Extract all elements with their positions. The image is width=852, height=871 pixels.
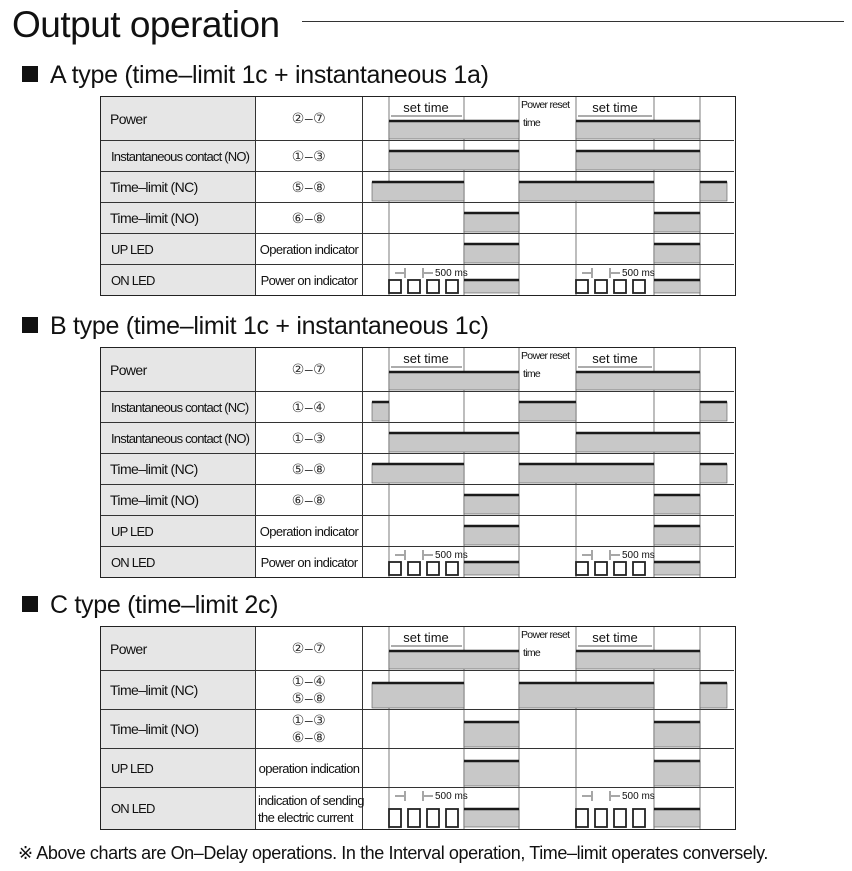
row-terminal: Operation indicator [256, 234, 363, 264]
pulse-fill [372, 683, 464, 708]
pulse-fill [654, 495, 700, 514]
pulse-fill [700, 683, 727, 708]
blink-pulse [633, 562, 645, 575]
row-name: Time–limit (NO) [101, 203, 256, 233]
blink-pulse [576, 562, 588, 575]
power-reset-label: Power reset [521, 629, 570, 641]
row-name: Time–limit (NO) [101, 485, 256, 515]
row-terminal-line: ①–④ [291, 673, 327, 689]
row-name: Time–limit (NC) [101, 172, 256, 202]
row-terminal: Power on indicator [256, 547, 363, 577]
blink-pulse [614, 280, 626, 293]
row-terminal [256, 788, 363, 829]
section-a-heading-text: A type (time–limit 1c + instantaneous 1a) [50, 61, 489, 89]
row-terminal: ⑤–⑧ [256, 454, 363, 484]
section-c-timing-table [100, 626, 736, 830]
row-terminal [256, 710, 363, 748]
row-terminal-line: indication of sending [258, 792, 364, 808]
pulse-fill [700, 464, 727, 483]
section-c-waveforms [364, 627, 734, 829]
pulse-fill [389, 433, 519, 452]
row-terminal: ②–⑦ [256, 348, 363, 391]
section-a-timing-table [100, 96, 736, 296]
pulse-fill [654, 526, 700, 545]
pulse-fill [576, 121, 700, 139]
row-name: Instantaneous contact (NC) [101, 392, 256, 422]
pulse-fill [464, 213, 519, 232]
pulse-fill [654, 280, 700, 293]
row-terminal: operation indication [256, 749, 363, 787]
blink-period-label: 500 ms [435, 268, 468, 279]
blink-pulse [408, 280, 420, 293]
row-terminal [256, 671, 363, 709]
blink-pulse [595, 809, 607, 827]
pulse-fill [464, 761, 519, 786]
blink-pulse [389, 280, 401, 293]
row-terminal: ①–③ [256, 141, 363, 171]
pulse-fill [464, 562, 519, 575]
square-bullet-icon [22, 317, 38, 333]
row-name: Power [101, 348, 256, 391]
blink-period-label: 500 ms [622, 791, 655, 802]
blink-pulse [427, 562, 439, 575]
section-c-heading [22, 590, 278, 620]
pulse-fill [372, 464, 464, 483]
pulse-fill [389, 372, 519, 390]
pulse-fill [654, 761, 700, 786]
blink-pulse [446, 809, 458, 827]
pulse-fill [654, 722, 700, 747]
row-terminal: ②–⑦ [256, 627, 363, 670]
pulse-fill [464, 526, 519, 545]
blink-pulse [446, 562, 458, 575]
set-time-label: set time [403, 630, 449, 645]
set-time-label: set time [403, 100, 449, 115]
power-reset-label: time [523, 368, 541, 380]
blink-pulse [595, 280, 607, 293]
row-terminal-line: ⑥–⑧ [291, 729, 327, 745]
power-reset-label: time [523, 117, 541, 129]
set-time-label: set time [403, 351, 449, 366]
pulse-fill [389, 651, 519, 669]
pulse-fill [519, 182, 654, 201]
blink-period-label: 500 ms [622, 268, 655, 279]
pulse-fill [519, 464, 654, 483]
row-name: Time–limit (NC) [101, 454, 256, 484]
row-terminal-line: ⑤–⑧ [291, 690, 327, 706]
row-name: Instantaneous contact (NO) [101, 423, 256, 453]
power-reset-label: Power reset [521, 99, 570, 111]
section-b-timing-table [100, 347, 736, 578]
pulse-fill [576, 372, 700, 390]
pulse-fill [700, 402, 727, 421]
section-a-waveforms [364, 97, 734, 295]
pulse-fill [464, 280, 519, 293]
section-b-waveforms [364, 348, 734, 577]
blink-pulse [576, 280, 588, 293]
pulse-fill [464, 244, 519, 263]
pulse-fill [464, 495, 519, 514]
row-name: UP LED [101, 516, 256, 546]
blink-pulse [427, 280, 439, 293]
blink-pulse [427, 809, 439, 827]
pulse-fill [389, 121, 519, 139]
pulse-fill [389, 151, 519, 170]
row-terminal: Power on indicator [256, 265, 363, 295]
square-bullet-icon [22, 596, 38, 612]
power-reset-label: time [523, 647, 541, 659]
blink-period-label: 500 ms [622, 550, 655, 561]
row-name: UP LED [101, 234, 256, 264]
row-terminal: ①–④ [256, 392, 363, 422]
blink-pulse [446, 280, 458, 293]
pulse-fill [519, 683, 654, 708]
row-name: ON LED [101, 547, 256, 577]
set-time-label: set time [592, 351, 638, 366]
blink-pulse [633, 809, 645, 827]
blink-pulse [389, 562, 401, 575]
row-name: UP LED [101, 749, 256, 787]
pulse-fill [464, 809, 519, 827]
row-name: Power [101, 627, 256, 670]
blink-pulse [389, 809, 401, 827]
pulse-fill [654, 562, 700, 575]
blink-pulse [633, 280, 645, 293]
title-rule [302, 21, 844, 22]
pulse-fill [576, 151, 700, 170]
row-terminal: ⑤–⑧ [256, 172, 363, 202]
power-reset-label: Power reset [521, 350, 570, 362]
blink-pulse [614, 809, 626, 827]
blink-pulse [595, 562, 607, 575]
section-b-heading [22, 311, 489, 341]
set-time-label: set time [592, 630, 638, 645]
row-terminal: ⑥–⑧ [256, 203, 363, 233]
row-name: Instantaneous contact (NO) [101, 141, 256, 171]
pulse-fill [654, 213, 700, 232]
blink-pulse [408, 562, 420, 575]
pulse-fill [464, 722, 519, 747]
row-terminal: Operation indicator [256, 516, 363, 546]
row-terminal-line: the electric current [258, 809, 353, 825]
pulse-fill [654, 809, 700, 827]
blink-pulse [614, 562, 626, 575]
page-title: Output operation [12, 4, 280, 45]
row-terminal: ⑥–⑧ [256, 485, 363, 515]
row-name: Power [101, 97, 256, 140]
pulse-fill [372, 402, 389, 421]
footnote: ※ Above charts are On–Delay operations. In the Interval operation, Time–limit operates conversely. [18, 843, 768, 863]
blink-period-label: 500 ms [435, 791, 468, 802]
row-terminal: ②–⑦ [256, 97, 363, 140]
pulse-fill [372, 182, 464, 201]
pulse-fill [700, 182, 727, 201]
pulse-fill [519, 402, 576, 421]
row-name: ON LED [101, 788, 256, 829]
set-time-label: set time [592, 100, 638, 115]
row-name: ON LED [101, 265, 256, 295]
pulse-fill [576, 651, 700, 669]
pulse-fill [654, 244, 700, 263]
row-terminal: ①–③ [256, 423, 363, 453]
section-b-heading-text: B type (time–limit 1c + instantaneous 1c) [50, 312, 489, 340]
blink-pulse [408, 809, 420, 827]
section-a-heading [22, 60, 489, 90]
row-name: Time–limit (NC) [101, 671, 256, 709]
row-terminal-line: ①–③ [291, 712, 327, 728]
row-name: Time–limit (NO) [101, 710, 256, 748]
blink-period-label: 500 ms [435, 550, 468, 561]
section-c-heading-text: C type (time–limit 2c) [50, 591, 279, 619]
square-bullet-icon [22, 66, 38, 82]
blink-pulse [576, 809, 588, 827]
pulse-fill [576, 433, 700, 452]
